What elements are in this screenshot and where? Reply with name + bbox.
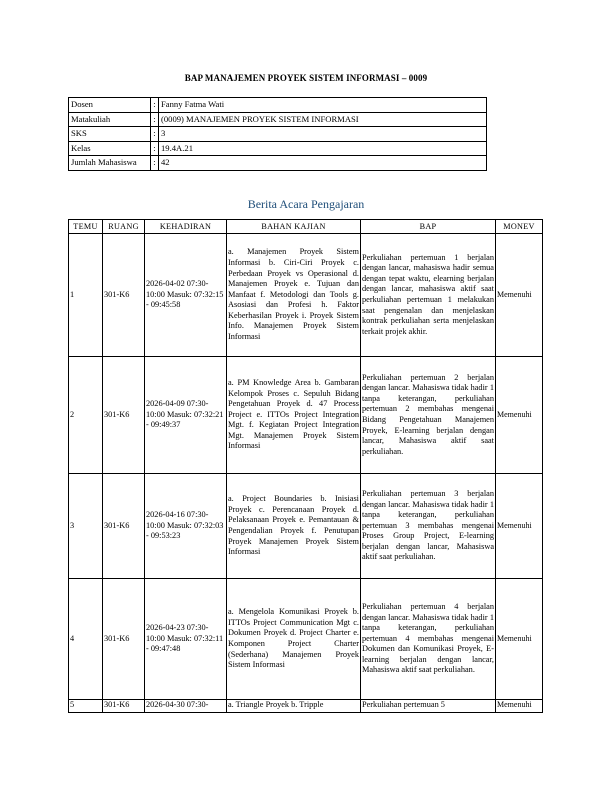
info-label: Kelas (69, 141, 151, 156)
info-label: Dosen (69, 98, 151, 113)
course-info-table (68, 97, 487, 171)
cell-kehadiran-text: 2026-04-30 07:30- (146, 700, 209, 709)
cell-monev: Memenuhi (496, 357, 543, 474)
cell-ruang: 301-K6 (103, 579, 145, 700)
header-ruang: RUANG (103, 220, 145, 234)
cell-monev: Memenuhi (496, 579, 543, 700)
info-value: 19.4A.21 (159, 141, 487, 156)
cell-temu-text: 5 (70, 700, 75, 709)
table-row (69, 700, 543, 713)
header-bap: BAP (361, 220, 496, 234)
cell-bahan-kajian: a. Mengelola Komunikasi Proyek b. ITTOs Project Communication Mgt c. Dokumen Proyek d. Project Charter e. Komponen Project Charter (Sederhana) Manajemen Proyek Sistem Informasi (227, 579, 361, 700)
cell-bahan-kajian: a. Manajemen Proyek Sistem Informasi b. Ciri-Ciri Proyek c. Perbedaan Proyek vs Operasional d. Manajemen Proyek e. Tujuan dan Manfaat f. Metodologi dan Tools g. Asosiasi dan Profesi h. Faktor Keberhasilan Proyek i. Proyek Sistem Info. Manajemen Proyek Sistem Informasi (227, 234, 361, 357)
table-row (69, 474, 543, 579)
info-value: 3 (159, 127, 487, 142)
header-bahan-kajian: BAHAN KAJIAN (227, 220, 361, 234)
cell-bap: Perkuliahan pertemuan 1 berjalan dengan lancar, mahasiswa hadir semua dengan tepat waktu, elearning berjalan dengan lancar, mahasiswa aktif saat perkuliahan pertemuan 1 melakukan saat pengenalan dan menjelaskan kontrak perkuliahan serta menjelaskan terkait projek akhir. (361, 234, 496, 357)
cell-ruang: 301-K6 (103, 474, 145, 579)
cell-kehadiran: 2026-04-16 07:30-10:00 Masuk: 07:32:03 - 09:53:23 (145, 474, 227, 579)
cell-kehadiran: 2026-04-09 07:30-10:00 Masuk: 07:32:21 - 09:49:37 (145, 357, 227, 474)
info-separator: : (151, 156, 159, 171)
cell-temu: 2 (69, 357, 103, 474)
info-row-dosen (69, 98, 487, 113)
info-value: Fanny Fatma Wati (159, 98, 487, 113)
cell-bahan-kajian: a. PM Knowledge Area b. Gambaran Kelompok Proses c. Sepuluh Bidang Pengetahuan Proyek d. 47 Process Project e. ITTOs Project Integration Mgt. f. Kegiatan Project Integration Mgt. Manajemen Proyek Sistem Informasi (227, 357, 361, 474)
table-row (69, 357, 543, 474)
cell-temu (69, 700, 103, 713)
table-row (69, 579, 543, 700)
cell-bap: Perkuliahan pertemuan 4 berjalan dengan lancar. Mahasiswa tidak hadir 1 tanpa keterangan, perkuliahan pertemuan 4 membahas mengenai Dokumen dan Komunikasi Proyek, E-learning berjalan dengan lancar, Mahasiswa aktif saat perkuliahan. (361, 579, 496, 700)
info-separator: : (151, 98, 159, 113)
cell-ruang (103, 700, 145, 713)
table-row (69, 234, 543, 357)
cell-bap (361, 700, 496, 713)
cell-kehadiran: 2026-04-23 07:30-10:00 Masuk: 07:32:11 - 09:47:48 (145, 579, 227, 700)
info-row-jumlah-mahasiswa (69, 156, 487, 171)
cell-monev-text: Memenuhi (497, 700, 532, 709)
table-header-row (69, 220, 543, 234)
cell-bahan-kajian-text: a. Triangle Proyek b. Tripple (228, 700, 324, 709)
cell-monev: Memenuhi (496, 474, 543, 579)
info-label: SKS (69, 127, 151, 142)
info-value: 42 (159, 156, 487, 171)
cell-kehadiran (145, 700, 227, 713)
header-monev: MONEV (496, 220, 543, 234)
cell-kehadiran: 2026-04-02 07:30-10:00 Masuk: 07:32:15 - 09:45:58 (145, 234, 227, 357)
section-title: Berita Acara Pengajaran (247, 197, 365, 211)
cell-ruang-text: 301-K6 (104, 700, 130, 709)
cell-ruang: 301-K6 (103, 234, 145, 357)
header-temu: TEMU (69, 220, 103, 234)
cell-bahan-kajian (227, 700, 361, 713)
cell-bap-text: Perkuliahan pertemuan 5 (362, 700, 445, 709)
document-title: BAP MANAJEMEN PROYEK SISTEM INFORMASI – 0009 (184, 73, 428, 83)
cell-bap: Perkuliahan pertemuan 3 berjalan dengan lancar. Mahasiswa tidak hadir 1 tanpa keterangan, perkuliahan pertemuan 3 membahas mengenai Proses Group Project, E-learning berjalan dengan lancar, Mahasiswa aktif saat perkuliahan. (361, 474, 496, 579)
cell-temu: 1 (69, 234, 103, 357)
info-separator: : (151, 141, 159, 156)
header-kehadiran: KEHADIRAN (145, 220, 227, 234)
info-row-kelas (69, 141, 487, 156)
info-row-sks (69, 127, 487, 142)
info-row-matakuliah (69, 112, 487, 127)
cell-ruang: 301-K6 (103, 357, 145, 474)
cell-monev: Memenuhi (496, 234, 543, 357)
info-separator: : (151, 127, 159, 142)
info-label: Jumlah Mahasiswa (69, 156, 151, 171)
info-label: Matakuliah (69, 112, 151, 127)
info-separator: : (151, 112, 159, 127)
cell-temu: 4 (69, 579, 103, 700)
info-value: (0009) MANAJEMEN PROYEK SISTEM INFORMASI (159, 112, 487, 127)
cell-monev (496, 700, 543, 713)
cell-bap: Perkuliahan pertemuan 2 berjalan dengan lancar. Mahasiswa tidak hadir 1 tanpa keterangan, perkuliahan pertemuan 2 membahas mengenai Bidang Pengetahuan Manajemen Proyek, E-learning berjalan dengan lancar, Mahasiswa aktif saat perkuliahan. (361, 357, 496, 474)
teaching-log-table (68, 219, 543, 713)
cell-temu: 3 (69, 474, 103, 579)
cell-bahan-kajian: a. Project Boundaries b. Inisiasi Proyek c. Perencanaan Proyek d. Pelaksanaan Proyek e. Pemantauan & Pengendalian Proyek f. Penutupan Proyek Manajemen Proyek Sistem Informasi (227, 474, 361, 579)
